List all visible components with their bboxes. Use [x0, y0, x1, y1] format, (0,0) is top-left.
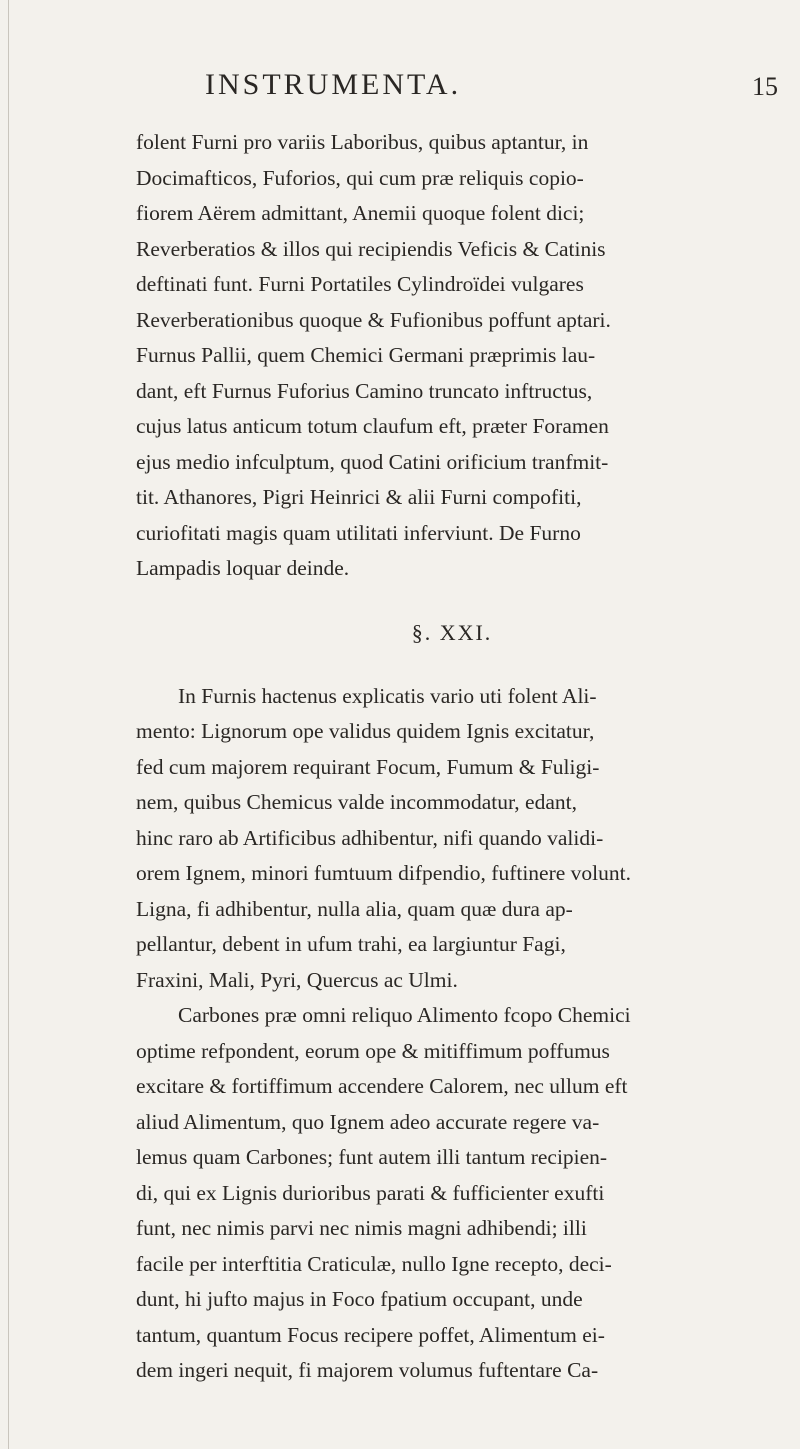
text-line: tantum, quantum Focus recipere poffet, Alimentum ei-	[136, 1322, 605, 1347]
text-line: hinc raro ab Artificibus adhibentur, nifi quando validi-	[136, 825, 604, 850]
text-line: aliud Alimentum, quo Ignem adeo accurate regere va-	[136, 1109, 600, 1134]
text-line: dem ingeri nequit, fi majorem volumus fuftentare Ca-	[136, 1358, 599, 1382]
paragraph-1	[136, 125, 768, 587]
text-line: nem, quibus Chemicus valde incommodatur, edant,	[136, 790, 577, 814]
running-title: INSTRUMENTA.	[205, 68, 462, 101]
page-header	[0, 68, 800, 108]
text-line: dunt, hi jufto majus in Foco fpatium occupant, unde	[136, 1287, 583, 1311]
text-line: tit. Athanores, Pigri Heinrici & alii Furni compofiti,	[136, 485, 582, 509]
text-line: cujus latus anticum totum claufum eft, præter Foramen	[136, 414, 609, 438]
text-line: curiofitati magis quam utilitati inferviunt. De Furno	[136, 520, 581, 545]
text-line: Furnus Pallii, quem Chemici Germani præprimis lau-	[136, 343, 596, 367]
text-line: facile per interftitia Craticulæ, nullo Igne recepto, deci-	[136, 1251, 612, 1276]
text-line: Reverberationibus quoque & Fufionibus poffunt aptari.	[136, 307, 611, 332]
page-gutter-edge	[8, 0, 9, 1449]
text-line: excitare & fortiffimum accendere Calorem, nec ullum eft	[136, 1074, 628, 1098]
text-line: Ligna, fi adhibentur, nulla alia, quam quæ dura ap-	[136, 896, 573, 921]
text-line: deftinati funt. Furni Portatiles Cylindroïdei vulgares	[136, 272, 584, 296]
text-line: ejus medio infculptum, quod Catini orificium tranfmit-	[136, 449, 609, 474]
text-line: Fraxini, Mali, Pyri, Quercus ac Ulmi.	[136, 967, 458, 992]
text-line: Docimafticos, Fuforios, qui cum præ reliquis copio-	[136, 165, 584, 190]
text-line: di, qui ex Lignis durioribus parati & fufficienter exufti	[136, 1180, 605, 1205]
text-line: funt, nec nimis parvi nec nimis magni adhibendi; illi	[136, 1216, 587, 1240]
text-line: In Furnis hactenus explicatis vario uti folent Ali-	[178, 683, 597, 708]
text-line: fed cum majorem requirant Focum, Fumum & Fuligi-	[136, 754, 600, 779]
text-line: mento: Lignorum ope validus quidem Ignis excitatur,	[136, 719, 595, 743]
text-line: dant, eft Furnus Fuforius Camino truncato inftructus,	[136, 378, 593, 403]
text-line: Reverberatios & illos qui recipiendis Veficis & Catinis	[136, 236, 606, 261]
section-heading: §. XXI.	[411, 619, 493, 645]
text-line: folent Furni pro variis Laboribus, quibus aptantur, in	[136, 130, 589, 154]
paragraph-2	[136, 679, 768, 999]
text-line: Lampadis loquar deinde.	[136, 556, 350, 580]
paragraph-3	[136, 998, 768, 1389]
text-line: lemus quam Carbones; funt autem illi tantum recipien-	[136, 1145, 608, 1169]
text-line: fiorem Aërem admittant, Anemii quoque folent dici;	[136, 201, 585, 225]
text-line: Carbones præ omni reliquo Alimento fcopo Chemici	[178, 1003, 631, 1027]
page-number: 15	[752, 72, 778, 101]
text-line: optime refpondent, eorum ope & mitiffimum poffumus	[136, 1038, 610, 1063]
body-text	[136, 125, 768, 1389]
text-line: orem Ignem, minori fumtuum difpendio, fuftinere volunt.	[136, 861, 631, 885]
text-line: pellantur, debent in ufum trahi, ea largiuntur Fagi,	[136, 932, 566, 956]
